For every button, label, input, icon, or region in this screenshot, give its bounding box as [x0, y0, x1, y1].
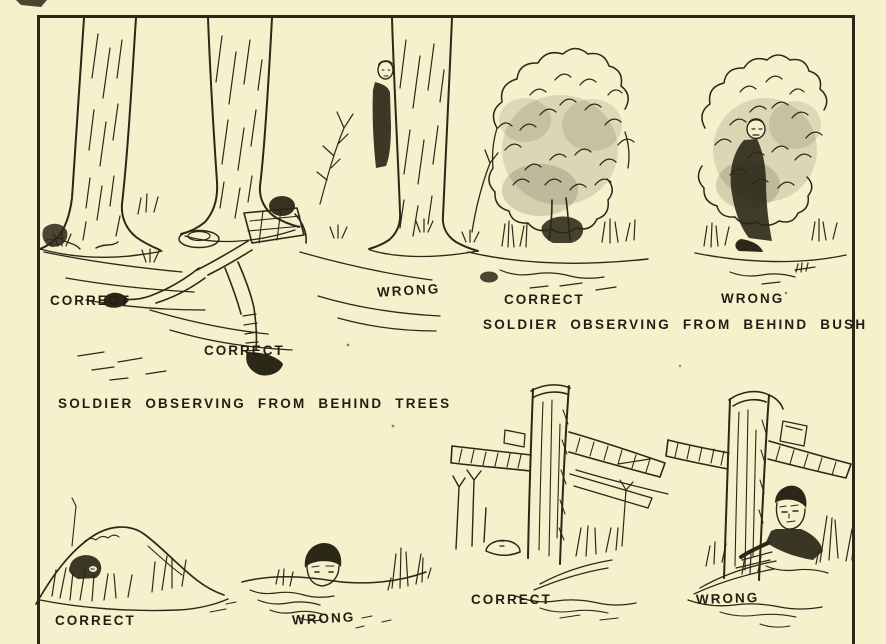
- caption-behind-bush: SOLDIER OBSERVING FROM BEHIND BUSH: [483, 317, 868, 332]
- caption-behind-trees: SOLDIER OBSERVING FROM BEHIND TREES: [58, 396, 452, 411]
- label-crest-wrong: WRONG: [291, 609, 356, 628]
- label-bush-correct: CORRECT: [504, 292, 585, 307]
- label-trees-correct-center: CORRECT: [204, 343, 285, 358]
- label-bush-wrong: WRONG: [721, 291, 785, 306]
- label-fence-wrong: WRONG: [695, 589, 760, 608]
- label-trees-correct-left: CORRECT: [50, 293, 131, 308]
- label-fence-correct: CORRECT: [471, 592, 552, 607]
- label-trees-wrong: WRONG: [376, 281, 441, 300]
- label-crest-correct: CORRECT: [55, 613, 136, 628]
- scan-smudge: [16, 0, 47, 7]
